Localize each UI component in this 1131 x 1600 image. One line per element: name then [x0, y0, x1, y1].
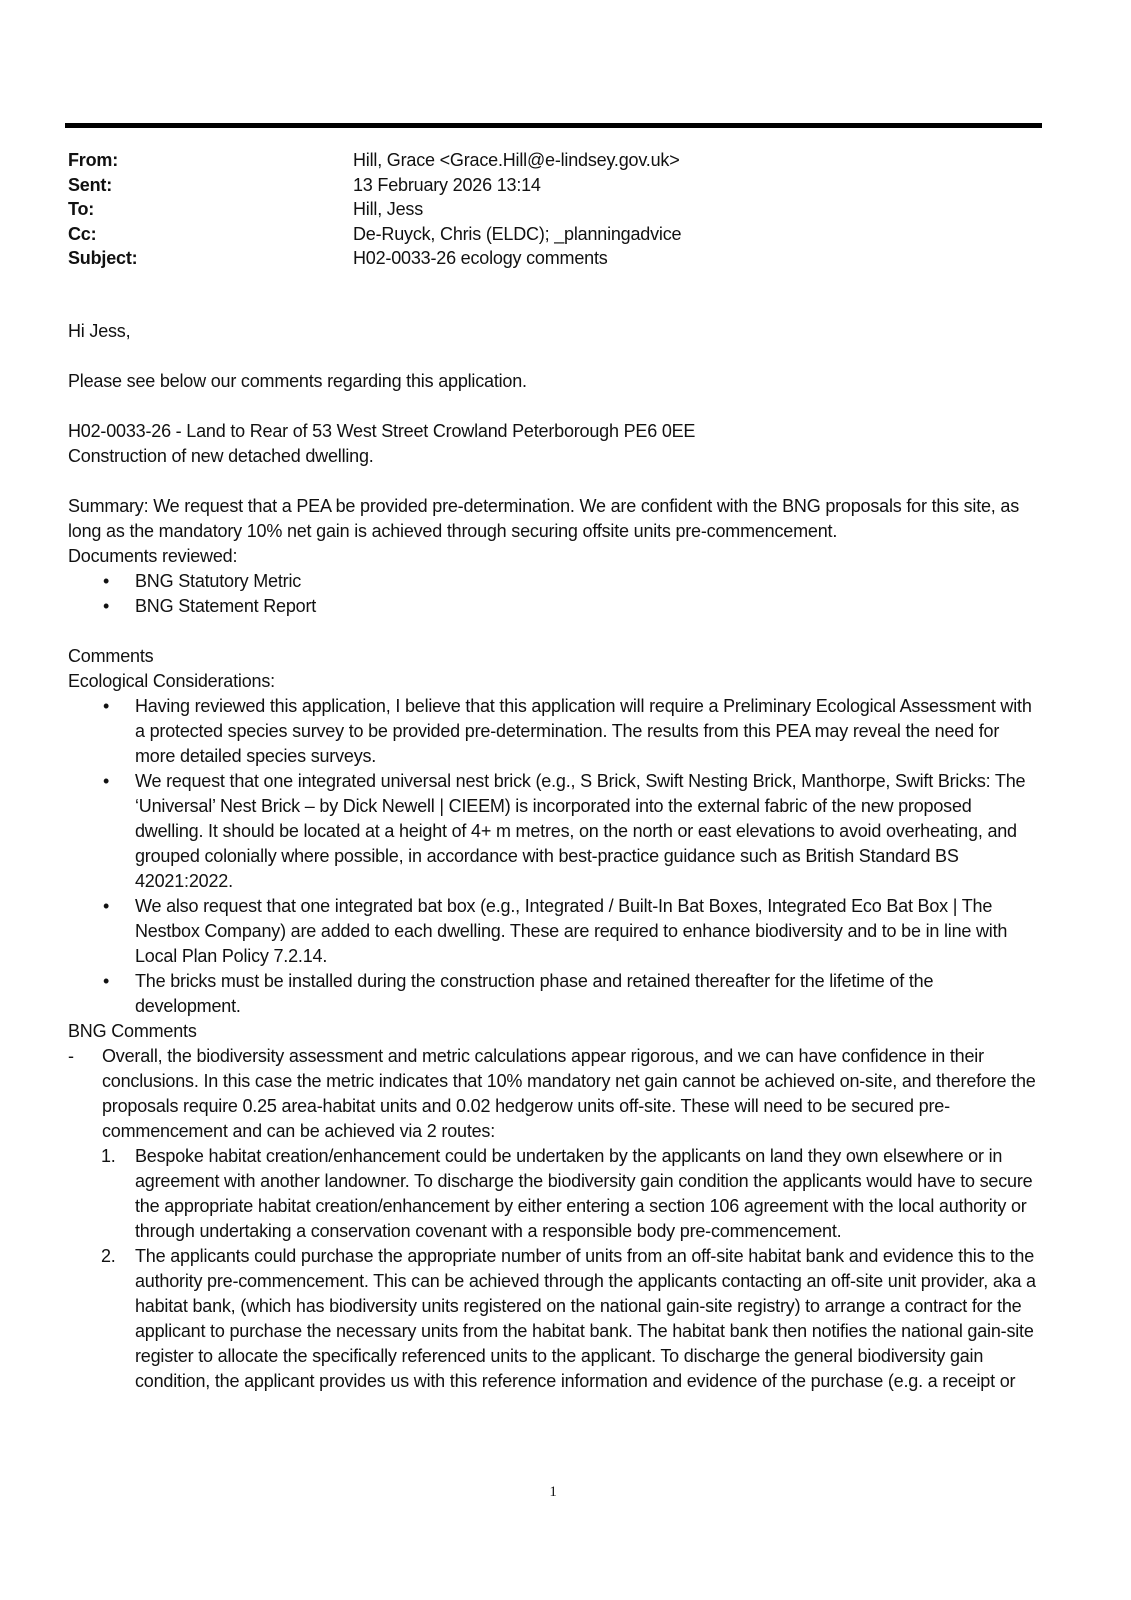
cc-value: De-Ruyck, Chris (ELDC); _planningadvice: [353, 223, 682, 244]
ecological-list: [68, 694, 1043, 1019]
application-reference: H02-0033-26 - Land to Rear of 53 West Street Crowland Peterborough PE6 0EE: [68, 421, 696, 441]
list-item: • BNG Statement Report: [135, 594, 1043, 619]
intro: Please see below our comments regarding this application.: [68, 371, 527, 391]
list-item: • The bricks must be installed during the construction phase and retained thereafter for the lifetime of the development.: [135, 969, 1043, 1019]
page-number: 1: [549, 1484, 557, 1500]
sent-label: Sent:: [68, 174, 113, 195]
list-item: [101, 1244, 1043, 1394]
item-number: 1.: [101, 1146, 116, 1166]
summary: Summary: We request that a PEA be provided pre-determination. We are confident with the BNG proposals for this site, as long as the mandatory 10% net gain is achieved through securing offsite units pre-commencement.: [68, 496, 1020, 541]
item-text: The applicants could purchase the appropriate number of units from an off-site habitat bank and evidence this to the authority pre-commencement. This can be achieved through the applicants contacting an off-site unit provider, aka a habitat bank, (which has biodiversity units registered on the national gain-site registry) to arrange a contract for the applicant to purchase the necessary units from the habitat bank. The habitat bank then notifies the national gain-site register to allocate the specifically referenced units to the applicant. To discharge the general biodiversity gain condition, the applicant provides us with this reference information and evidence of the purchase (e.g. a receipt or: [135, 1246, 1036, 1391]
comments-heading: Comments: [68, 646, 154, 666]
list-item: [101, 1144, 1043, 1244]
from-value: Hill, Grace <Grace.Hill@e-lindsey.gov.uk>: [353, 150, 680, 170]
header-rule: [65, 123, 1042, 128]
email-body: [68, 319, 1043, 1394]
email-header: [68, 148, 681, 271]
item-text: Bespoke habitat creation/enhancement could be undertaken by the applicants on land they own elsewhere or in agreement with another landowner. To discharge the biodiversity gain condition the applicants would have to secure the appropriate habitat creation/enhancement by either entering a section 106 agreement with the local authority or through undertaking a conservation covenant with a responsible body pre-commencement.: [135, 1146, 1033, 1241]
documents-heading: Documents reviewed:: [68, 546, 238, 566]
sent-value: 13 February 2026 13:14: [353, 174, 541, 195]
cc-label: Cc:: [68, 223, 97, 244]
list-item: • Having reviewed this application, I believe that this application will require a Preliminary Ecological Assessment with a protected species survey to be provided pre-determination. The results from this PEA may reveal the need for more detailed species surveys.: [135, 694, 1043, 769]
documents-list: [68, 569, 1043, 619]
list-item: • BNG Statutory Metric: [135, 569, 1043, 594]
ecological-heading: Ecological Considerations:: [68, 671, 275, 691]
bng-heading: BNG Comments: [68, 1021, 197, 1041]
application-description: Construction of new detached dwelling.: [68, 446, 374, 466]
from-label: From:: [68, 150, 118, 170]
greeting: Hi Jess,: [68, 321, 131, 341]
subject-label: Subject:: [68, 248, 138, 268]
to-value: Hill, Jess: [353, 199, 424, 219]
item-number: 2.: [101, 1246, 116, 1266]
list-item: • We request that one integrated universal nest brick (e.g., S Brick, Swift Nesting Brick, Manthorpe, Swift Bricks: The ‘Universal’ Nest Brick – by Dick Newell | CIEEM) is incorporated into the external fabric of the new proposed dwelling. It should be located at a height of 4+ m metres, on the north or east elevations to avoid overheating, and grouped colonially where possible, in accordance with best-practice guidance such as British Standard BS 42021:2022.: [135, 769, 1043, 894]
subject-value: H02-0033-26 ecology comments: [353, 248, 608, 268]
to-label: To:: [68, 199, 95, 219]
list-item: • We also request that one integrated bat box (e.g., Integrated / Built-In Bat Boxes, Integrated Eco Bat Box | The Nestbox Company) are added to each dwelling. These are required to enhance biodiversity and to be in line with Local Plan Policy 7.2.14.: [135, 894, 1043, 969]
bng-overall: - Overall, the biodiversity assessment and metric calculations appear rigorous, and we can have confidence in their conclusions. In this case the metric indicates that 10% mandatory net gain cannot be achieved on-site, and therefore the proposals require 0.25 area-habitat units and 0.02 hedgerow units off-site. These will need to be secured pre-commencement and can be achieved via 2 routes:: [68, 1044, 1043, 1144]
routes-list: [68, 1144, 1043, 1394]
